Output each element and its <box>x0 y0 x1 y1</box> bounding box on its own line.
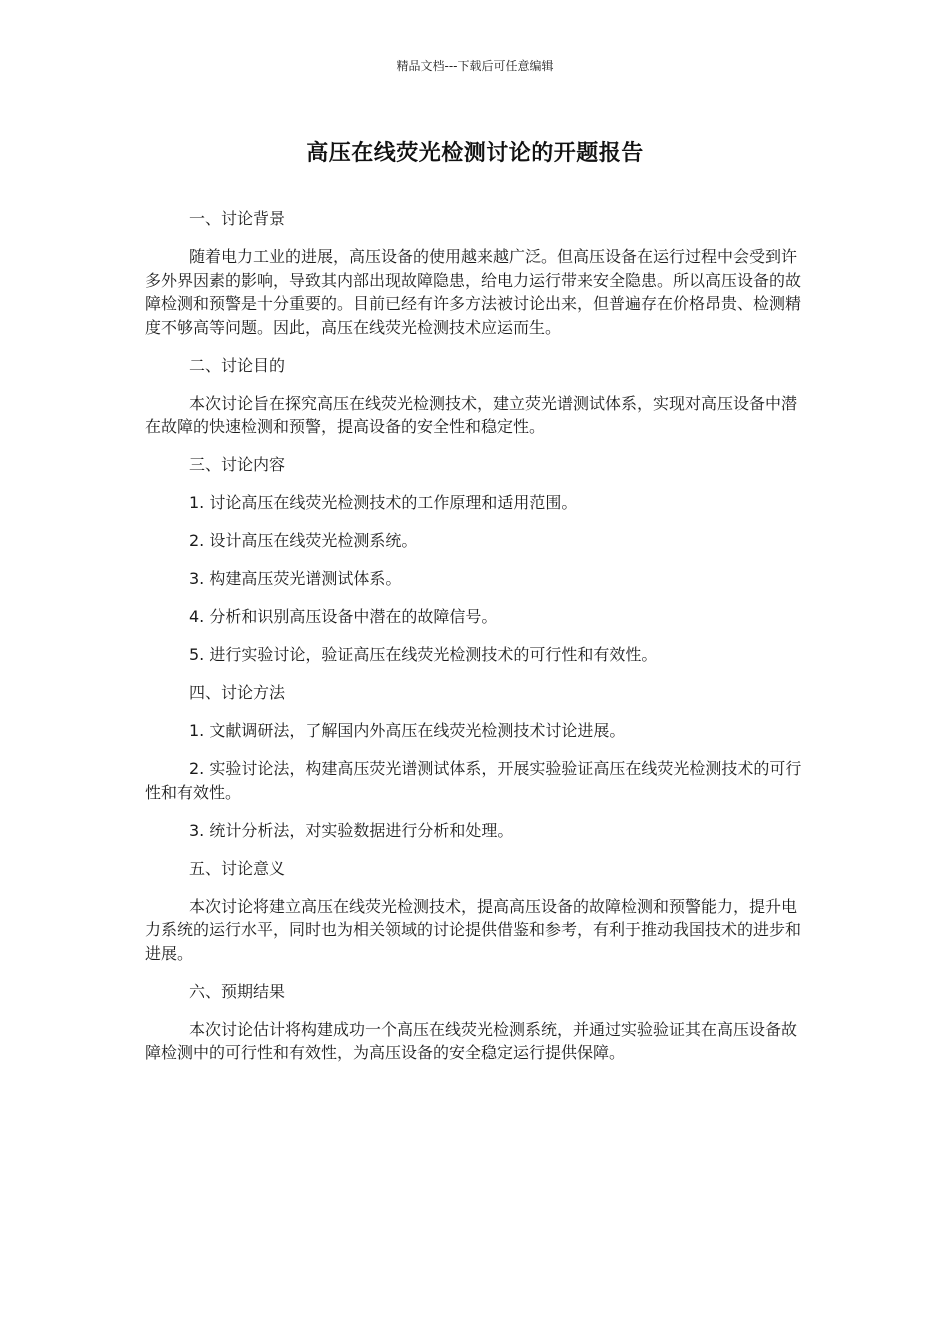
document-body <box>145 207 805 1079</box>
paragraph-purpose: 本次讨论旨在探究高压在线荧光检测技术，建立荧光谱测试体系，实现对高压设备中潜在故障的快速检测和预警，提高设备的安全性和稳定性。 <box>145 393 798 436</box>
list-item: 4. 分析和识别高压设备中潜在的故障信号。 <box>189 607 498 626</box>
page-header: 精品文档---下载后可任意编辑 <box>396 59 554 73</box>
paragraph-significance: 本次讨论将建立高压在线荧光检测技术，提高高压设备的故障检测和预警能力，提升电力系统的运行水平，同时也为相关领域的讨论提供借鉴和参考，有利于推动我国技术的进步和进展。 <box>145 896 802 963</box>
section-heading-significance: 五、讨论意义 <box>189 858 286 878</box>
list-item: 3. 统计分析法，对实验数据进行分析和处理。 <box>189 820 514 840</box>
paragraph-background: 随着电力工业的进展，高压设备的使用越来越广泛。但高压设备在运行过程中会受到许多外界因素的影响，导致其内部出现故障隐患，给电力运行带来安全隐患。所以高压设备的故障检测和预警是十分重要的。目前已经有许多方法被讨论出来，但普遍存在价格昂贵、检测精度不够高等问题。因此，高压在线荧光检测技术应运而生。 <box>145 247 802 337</box>
list-item: 1. 讨论高压在线荧光检测技术的工作原理和适用范围。 <box>189 493 578 512</box>
paragraph-expected-results: 本次讨论估计将构建成功一个高压在线荧光检测系统，并通过实验验证其在高压设备故障检测中的可行性和有效性，为高压设备的安全稳定运行提供保障。 <box>145 1019 798 1062</box>
section-heading-expected-results: 六、预期结果 <box>189 981 286 1001</box>
list-item: 5. 进行实验讨论，验证高压在线荧光检测技术的可行性和有效性。 <box>189 645 658 664</box>
list-item: 2. 实验讨论法，构建高压荧光谱测试体系，开展实验验证高压在线荧光检测技术的可行性和有效性。 <box>145 759 802 802</box>
list-item: 3. 构建高压荧光谱测试体系。 <box>189 569 402 588</box>
section-heading-content: 三、讨论内容 <box>189 455 286 474</box>
document-title: 高压在线荧光检测讨论的开题报告 <box>306 141 644 166</box>
section-heading-purpose: 二、讨论目的 <box>189 355 286 375</box>
list-item: 2. 设计高压在线荧光检测系统。 <box>189 531 418 550</box>
list-item: 1. 文献调研法，了解国内外高压在线荧光检测技术讨论进展。 <box>189 721 626 740</box>
section-heading-methods: 四、讨论方法 <box>189 683 286 702</box>
section-heading-background: 一、讨论背景 <box>189 209 286 228</box>
